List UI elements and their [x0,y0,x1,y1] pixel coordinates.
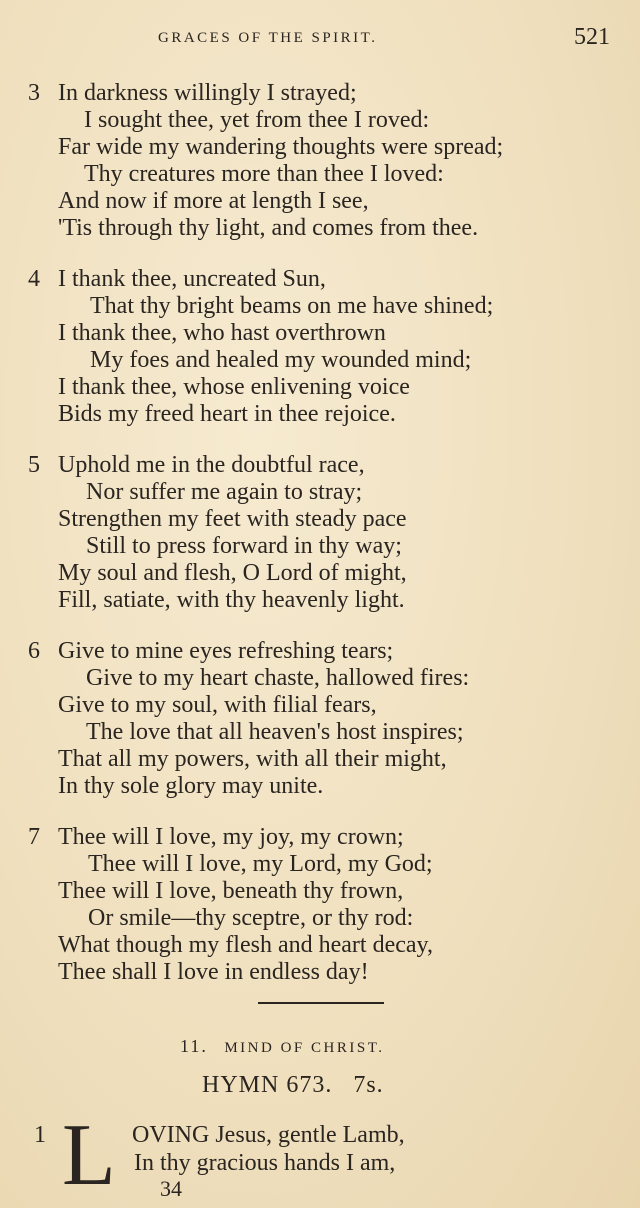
stanza-line: Thee will I love, beneath thy frown, [58,878,404,904]
section-number: 11. [180,1036,208,1056]
stanza-line: Fill, satiate, with thy heavenly light. [58,587,405,613]
stanza-line: Bids my freed heart in thee rejoice. [58,401,396,427]
stanza-line: Uphold me in the doubtful race, [58,452,365,478]
stanza-line: Thee will I love, my Lord, my God; [88,851,433,877]
stanza-number: 3 [28,80,40,106]
hymn-meter: 7s. [353,1072,384,1098]
stanza-line: That all my powers, with all their might, [58,746,447,772]
stanza-line: Give to my soul, with filial fears, [58,692,377,718]
stanza-line: And now if more at length I see, [58,188,369,214]
hymn-heading [202,1072,384,1099]
section-heading [180,1036,385,1057]
stanza-line: Give to mine eyes refreshing tears; [58,638,394,664]
stanza-line: That thy bright beams on me have shined; [90,293,494,319]
stanza-line: What though my flesh and heart decay, [58,932,433,958]
stanza-line: I sought thee, yet from thee I roved: [84,107,430,133]
drop-cap: L [62,1107,116,1204]
stanza-number: 5 [28,452,40,478]
hymn-line: In thy gracious hands I am, [134,1150,396,1176]
stanza-line: I thank thee, whose enlivening voice [58,374,410,400]
stanza-line: Nor suffer me again to stray; [86,479,363,505]
stanza-line: Give to my heart chaste, hallowed fires: [86,665,470,691]
signature-mark: 34 [160,1176,182,1201]
section-title: MIND OF CHRIST. [224,1040,385,1056]
section-divider [258,1002,384,1004]
stanza-line: Still to press forward in thy way; [86,533,402,559]
stanza-line: Far wide my wandering thoughts were spread; [58,134,504,160]
stanza-number: 7 [28,824,40,850]
stanza-line: 'Tis through thy light, and comes from thee. [58,215,479,241]
stanza-line: Or smile—thy sceptre, or thy rod: [88,905,414,931]
stanza-number: 4 [28,266,40,292]
stanza-line: Thee shall I love in endless day! [58,959,369,985]
stanza-line: Thee will I love, my joy, my crown; [58,824,404,850]
running-head: GRACES OF THE SPIRIT. [158,30,378,46]
stanza-number: 6 [28,638,40,664]
hymn-title: HYMN 673. [202,1072,333,1098]
stanza-line: The love that all heaven's host inspires; [86,719,464,745]
stanza-line: I thank thee, who hast overthrown [58,320,386,346]
stanza-line: Thy creatures more than thee I loved: [84,161,444,187]
page-number: 521 [574,24,610,50]
stanza-line: In darkness willingly I strayed; [58,80,357,106]
hymn-line: OVING Jesus, gentle Lamb, [132,1122,405,1148]
hymn-verse-number: 1 [34,1122,46,1148]
stanza-line: My soul and flesh, O Lord of might, [58,560,407,586]
stanza-line: Strengthen my feet with steady pace [58,506,407,532]
stanza-line: I thank thee, uncreated Sun, [58,266,326,292]
stanza-line: My foes and healed my wounded mind; [90,347,472,373]
stanza-line: In thy sole glory may unite. [58,773,324,799]
